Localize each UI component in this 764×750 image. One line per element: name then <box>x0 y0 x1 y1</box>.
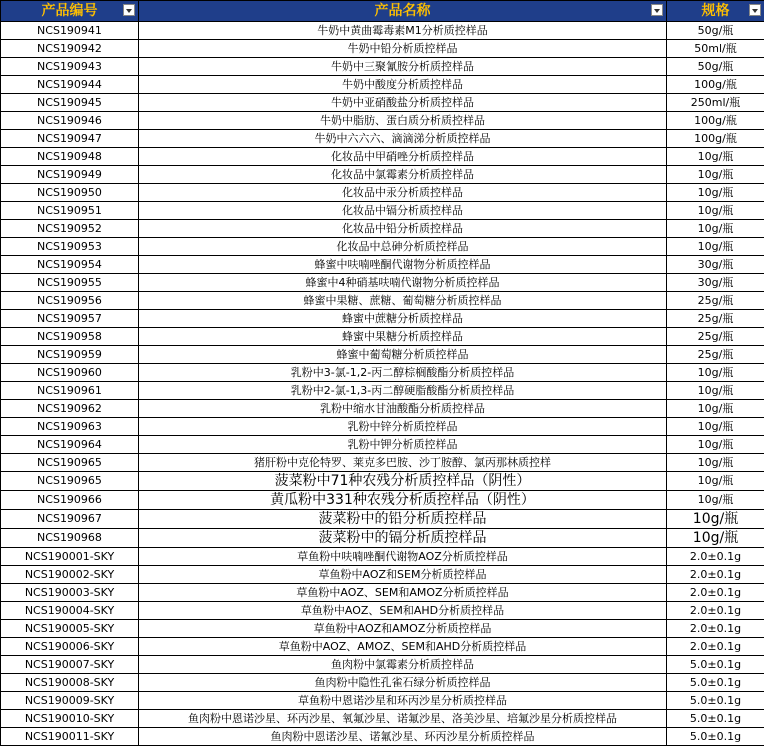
cell-code[interactable]: NCS190959 <box>1 346 139 364</box>
cell-name[interactable]: 牛奶中三聚氰胺分析质控样品 <box>139 58 667 76</box>
cell-name[interactable]: 菠菜粉中的铅分析质控样品 <box>139 510 667 529</box>
cell-spec[interactable]: 25g/瓶 <box>667 310 764 328</box>
table-row[interactable] <box>1 472 764 491</box>
table-row[interactable] <box>1 674 764 692</box>
cell-name[interactable]: 猪肝粉中克伦特罗、莱克多巴胺、沙丁胺醇、氯丙那林质控样 <box>139 454 667 472</box>
table-row[interactable] <box>1 566 764 584</box>
cell-code[interactable]: NCS190962 <box>1 400 139 418</box>
table-row[interactable] <box>1 418 764 436</box>
cell-code[interactable]: NCS190006-SKY <box>1 638 139 656</box>
table-row[interactable] <box>1 202 764 220</box>
cell-name[interactable]: 化妆品中氯霉素分析质控样品 <box>139 166 667 184</box>
table-row[interactable] <box>1 656 764 674</box>
cell-code[interactable]: NCS190011-SKY <box>1 728 139 746</box>
cell-name[interactable]: 蜂蜜中果糖分析质控样品 <box>139 328 667 346</box>
cell-spec[interactable]: 10g/瓶 <box>667 184 764 202</box>
cell-spec[interactable]: 5.0±0.1g <box>667 692 764 710</box>
cell-name[interactable]: 牛奶中酸度分析质控样品 <box>139 76 667 94</box>
table-row[interactable] <box>1 529 764 548</box>
cell-name[interactable]: 乳粉中钾分析质控样品 <box>139 436 667 454</box>
cell-code[interactable]: NCS190005-SKY <box>1 620 139 638</box>
cell-spec[interactable]: 10g/瓶 <box>667 472 764 491</box>
cell-code[interactable]: NCS190966 <box>1 491 139 510</box>
cell-spec[interactable]: 5.0±0.1g <box>667 710 764 728</box>
cell-spec[interactable]: 2.0±0.1g <box>667 638 764 656</box>
cell-name[interactable]: 化妆品中铅分析质控样品 <box>139 220 667 238</box>
table-row[interactable] <box>1 184 764 202</box>
cell-code[interactable]: NCS190954 <box>1 256 139 274</box>
cell-code[interactable]: NCS190952 <box>1 220 139 238</box>
cell-spec[interactable]: 10g/瓶 <box>667 166 764 184</box>
cell-name[interactable]: 黄瓜粉中331种农残分析质控样品（阴性） <box>139 491 667 510</box>
cell-code[interactable]: NCS190964 <box>1 436 139 454</box>
cell-code[interactable]: NCS190003-SKY <box>1 584 139 602</box>
cell-code[interactable]: NCS190002-SKY <box>1 566 139 584</box>
cell-spec[interactable]: 10g/瓶 <box>667 148 764 166</box>
cell-code[interactable]: NCS190958 <box>1 328 139 346</box>
cell-spec[interactable]: 2.0±0.1g <box>667 584 764 602</box>
cell-code[interactable]: NCS190960 <box>1 364 139 382</box>
table-row[interactable] <box>1 710 764 728</box>
cell-code[interactable]: NCS190967 <box>1 510 139 529</box>
cell-spec[interactable]: 2.0±0.1g <box>667 602 764 620</box>
cell-name[interactable]: 化妆品中汞分析质控样品 <box>139 184 667 202</box>
cell-code[interactable]: NCS190948 <box>1 148 139 166</box>
table-row[interactable] <box>1 728 764 746</box>
cell-name[interactable]: 草鱼粉中AOZ和SEM分析质控样品 <box>139 566 667 584</box>
header-code-label: 产品编号 <box>41 3 98 19</box>
table-row[interactable] <box>1 584 764 602</box>
cell-spec[interactable]: 250ml/瓶 <box>667 94 764 112</box>
cell-spec[interactable]: 5.0±0.1g <box>667 728 764 746</box>
table-row[interactable] <box>1 292 764 310</box>
table-row[interactable] <box>1 638 764 656</box>
table-row[interactable] <box>1 256 764 274</box>
table-row[interactable] <box>1 274 764 292</box>
cell-spec[interactable]: 30g/瓶 <box>667 256 764 274</box>
table-row[interactable] <box>1 510 764 529</box>
cell-spec[interactable]: 50g/瓶 <box>667 22 764 40</box>
table-row[interactable] <box>1 94 764 112</box>
cell-spec[interactable]: 2.0±0.1g <box>667 620 764 638</box>
cell-name[interactable]: 蜂蜜中4种硝基呋喃代谢物分析质控样品 <box>139 274 667 292</box>
cell-code[interactable]: NCS190968 <box>1 529 139 548</box>
cell-spec[interactable]: 30g/瓶 <box>667 274 764 292</box>
cell-name[interactable]: 蜂蜜中果糖、蔗糖、葡萄糖分析质控样品 <box>139 292 667 310</box>
cell-name[interactable]: 蜂蜜中蔗糖分析质控样品 <box>139 310 667 328</box>
cell-name[interactable]: 化妆品中镉分析质控样品 <box>139 202 667 220</box>
cell-name[interactable]: 鱼肉粉中恩诺沙星、环丙沙星、氧氟沙星、诺氟沙星、洛美沙星、培氟沙星分析质控样品 <box>139 710 667 728</box>
header-row <box>1 1 764 22</box>
table-row[interactable] <box>1 58 764 76</box>
cell-spec[interactable]: 5.0±0.1g <box>667 656 764 674</box>
cell-name[interactable]: 乳粉中3-氯-1,2-丙二醇棕榈酸酯分析质控样品 <box>139 364 667 382</box>
cell-code[interactable]: NCS190947 <box>1 130 139 148</box>
table-row[interactable] <box>1 364 764 382</box>
table-row[interactable] <box>1 400 764 418</box>
cell-name[interactable]: 乳粉中2-氯-1,3-丙二醇硬脂酸酯分析质控样品 <box>139 382 667 400</box>
cell-spec[interactable]: 2.0±0.1g <box>667 548 764 566</box>
cell-code[interactable]: NCS190965 <box>1 454 139 472</box>
cell-code[interactable]: NCS190953 <box>1 238 139 256</box>
cell-spec[interactable]: 10g/瓶 <box>667 529 764 548</box>
cell-spec[interactable]: 25g/瓶 <box>667 292 764 310</box>
cell-name[interactable]: 牛奶中铅分析质控样品 <box>139 40 667 58</box>
cell-code[interactable]: NCS190008-SKY <box>1 674 139 692</box>
cell-name[interactable]: 牛奶中脂肪、蛋白质分析质控样品 <box>139 112 667 130</box>
table-row[interactable] <box>1 310 764 328</box>
cell-spec[interactable]: 10g/瓶 <box>667 454 764 472</box>
cell-name[interactable]: 草鱼粉中AOZ、AMOZ、SEM和AHD分析质控样品 <box>139 638 667 656</box>
table-row[interactable] <box>1 238 764 256</box>
cell-code[interactable]: NCS190951 <box>1 202 139 220</box>
cell-code[interactable]: NCS190004-SKY <box>1 602 139 620</box>
cell-spec[interactable]: 25g/瓶 <box>667 346 764 364</box>
table-row[interactable] <box>1 130 764 148</box>
table-row[interactable] <box>1 166 764 184</box>
cell-name[interactable]: 草鱼粉中呋喃唑酮代谢物AOZ分析质控样品 <box>139 548 667 566</box>
cell-name[interactable]: 蜂蜜中葡萄糖分析质控样品 <box>139 346 667 364</box>
table-row[interactable] <box>1 220 764 238</box>
cell-code[interactable]: NCS190965 <box>1 472 139 491</box>
table-row[interactable] <box>1 692 764 710</box>
table-row[interactable] <box>1 382 764 400</box>
cell-name[interactable]: 蜂蜜中呋喃唑酮代谢物分析质控样品 <box>139 256 667 274</box>
cell-code[interactable]: NCS190942 <box>1 40 139 58</box>
cell-spec[interactable]: 10g/瓶 <box>667 220 764 238</box>
cell-name[interactable]: 鱼肉粉中氯霉素分析质控样品 <box>139 656 667 674</box>
cell-name[interactable]: 草鱼粉中AOZ、SEM和AHD分析质控样品 <box>139 602 667 620</box>
cell-spec[interactable]: 10g/瓶 <box>667 510 764 529</box>
cell-code[interactable]: NCS190963 <box>1 418 139 436</box>
cell-spec[interactable]: 10g/瓶 <box>667 491 764 510</box>
cell-code[interactable]: NCS190944 <box>1 76 139 94</box>
cell-spec[interactable]: 100g/瓶 <box>667 112 764 130</box>
table-row[interactable] <box>1 620 764 638</box>
cell-spec[interactable]: 25g/瓶 <box>667 328 764 346</box>
cell-spec[interactable]: 5.0±0.1g <box>667 674 764 692</box>
cell-spec[interactable]: 10g/瓶 <box>667 436 764 454</box>
filter-dropdown-icon[interactable] <box>749 4 761 16</box>
cell-name[interactable]: 化妆品中甲硝唑分析质控样品 <box>139 148 667 166</box>
cell-name[interactable]: 鱼肉粉中恩诺沙星、诺氟沙星、环丙沙星分析质控样品 <box>139 728 667 746</box>
table-row[interactable] <box>1 491 764 510</box>
cell-code[interactable]: NCS190946 <box>1 112 139 130</box>
table-row[interactable] <box>1 22 764 40</box>
cell-code[interactable]: NCS190001-SKY <box>1 548 139 566</box>
cell-code[interactable]: NCS190957 <box>1 310 139 328</box>
cell-name[interactable]: 鱼肉粉中隐性孔雀石绿分析质控样品 <box>139 674 667 692</box>
cell-spec[interactable]: 10g/瓶 <box>667 238 764 256</box>
table-row[interactable] <box>1 602 764 620</box>
table-row[interactable] <box>1 112 764 130</box>
cell-code[interactable]: NCS190009-SKY <box>1 692 139 710</box>
cell-spec[interactable]: 100g/瓶 <box>667 76 764 94</box>
table-row[interactable] <box>1 454 764 472</box>
table-row[interactable] <box>1 76 764 94</box>
table-row[interactable] <box>1 346 764 364</box>
header-spec <box>667 1 764 22</box>
cell-code[interactable]: NCS190943 <box>1 58 139 76</box>
filter-dropdown-icon[interactable] <box>123 4 135 16</box>
cell-name[interactable]: 草鱼粉中AOZ和AMOZ分析质控样品 <box>139 620 667 638</box>
cell-code[interactable]: NCS190955 <box>1 274 139 292</box>
cell-code[interactable]: NCS190007-SKY <box>1 656 139 674</box>
cell-spec[interactable]: 2.0±0.1g <box>667 566 764 584</box>
table-row[interactable] <box>1 548 764 566</box>
header-code <box>1 1 139 22</box>
cell-code[interactable]: NCS190941 <box>1 22 139 40</box>
cell-spec[interactable]: 50ml/瓶 <box>667 40 764 58</box>
cell-name[interactable]: 牛奶中六六六、滴滴涕分析质控样品 <box>139 130 667 148</box>
cell-spec[interactable]: 100g/瓶 <box>667 130 764 148</box>
cell-code[interactable]: NCS190950 <box>1 184 139 202</box>
table-row[interactable] <box>1 148 764 166</box>
cell-spec[interactable]: 50g/瓶 <box>667 58 764 76</box>
header-name <box>139 1 667 22</box>
cell-code[interactable]: NCS190945 <box>1 94 139 112</box>
header-name-label: 产品名称 <box>374 3 431 19</box>
cell-code[interactable]: NCS190956 <box>1 292 139 310</box>
table-body <box>1 22 764 746</box>
cell-name[interactable]: 牛奶中亚硝酸盐分析质控样品 <box>139 94 667 112</box>
cell-code[interactable]: NCS190949 <box>1 166 139 184</box>
cell-spec[interactable]: 10g/瓶 <box>667 418 764 436</box>
cell-spec[interactable]: 10g/瓶 <box>667 382 764 400</box>
cell-name[interactable]: 牛奶中黄曲霉毒素M1分析质控样品 <box>139 22 667 40</box>
cell-spec[interactable]: 10g/瓶 <box>667 202 764 220</box>
cell-spec[interactable]: 10g/瓶 <box>667 364 764 382</box>
cell-spec[interactable]: 10g/瓶 <box>667 400 764 418</box>
cell-name[interactable]: 乳粉中锌分析质控样品 <box>139 418 667 436</box>
table-row[interactable] <box>1 328 764 346</box>
cell-name[interactable]: 草鱼粉中恩诺沙星和环丙沙星分析质控样品 <box>139 692 667 710</box>
cell-name[interactable]: 化妆品中总砷分析质控样品 <box>139 238 667 256</box>
filter-dropdown-icon[interactable] <box>651 4 663 16</box>
cell-name[interactable]: 菠菜粉中71种农残分析质控样品（阴性） <box>139 472 667 491</box>
cell-name[interactable]: 乳粉中缩水甘油酸酯分析质控样品 <box>139 400 667 418</box>
cell-name[interactable]: 草鱼粉中AOZ、SEM和AMOZ分析质控样品 <box>139 584 667 602</box>
cell-name[interactable]: 菠菜粉中的镉分析质控样品 <box>139 529 667 548</box>
table-row[interactable] <box>1 40 764 58</box>
cell-code[interactable]: NCS190010-SKY <box>1 710 139 728</box>
cell-code[interactable]: NCS190961 <box>1 382 139 400</box>
header-spec-label: 规格 <box>701 3 730 19</box>
table-row[interactable] <box>1 436 764 454</box>
